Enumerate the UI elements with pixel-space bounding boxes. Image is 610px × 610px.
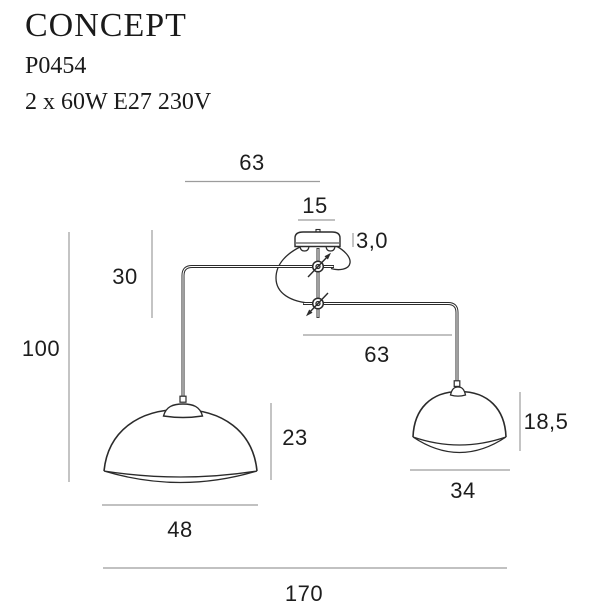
product-code: P0454 — [25, 53, 87, 80]
dim-label-large-shade-diameter: 48 — [167, 517, 193, 542]
dim-label-small-shade-height: 18,5 — [523, 409, 569, 434]
dim-label-large-shade-height: 23 — [282, 425, 308, 450]
small-shade-dome — [413, 392, 506, 438]
dim-label-arm-right: 63 — [364, 342, 390, 367]
dim-label-canopy-diameter: 15 — [302, 193, 328, 218]
product-spec: 2 x 60W E27 230V — [25, 88, 212, 115]
canopy-body — [295, 232, 340, 247]
arm-upper-left — [183, 267, 334, 400]
dim-label-total-height: 100 — [21, 336, 61, 361]
dim-label-arm-left: 63 — [239, 150, 265, 175]
dim-label-arm-drop: 30 — [112, 264, 138, 289]
small-shade — [413, 381, 506, 453]
large-shade — [104, 396, 257, 482]
small-shade-cap — [451, 387, 466, 396]
large-shade-ferrule — [180, 396, 186, 402]
ceiling-canopy — [295, 230, 340, 252]
dim-label-small-shade-diameter: 34 — [450, 478, 476, 503]
small-shade-ferrule — [454, 381, 460, 387]
dim-label-canopy-height: 3,0 — [355, 228, 389, 253]
small-shade-rim — [413, 437, 506, 453]
cables — [276, 246, 350, 304]
large-shade-cap — [164, 404, 203, 418]
dim-label-total-width: 170 — [284, 581, 324, 606]
product-title: CONCEPT — [25, 7, 187, 44]
cable-left-loop — [276, 247, 313, 304]
large-shade-rim — [104, 471, 257, 483]
large-shade-dome — [104, 410, 257, 472]
arm-upper-left-inner — [183, 267, 333, 399]
